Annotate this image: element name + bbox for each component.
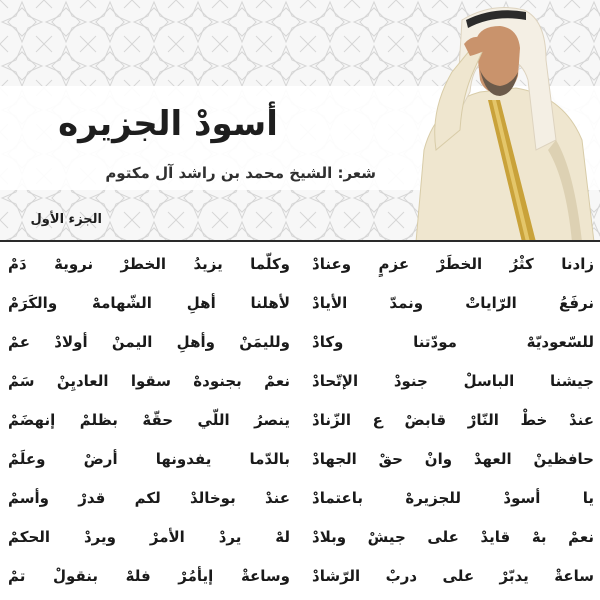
verse-row	[0, 287, 600, 327]
poem-body	[0, 248, 600, 600]
verse-first-hemistich: نرفَعُ الرّاياتْ ونمدّ الأيادْ	[312, 294, 594, 312]
verse-second-hemistich: نعمْ بجنودهْ سقوا العاديِنْ سَمْ	[8, 372, 290, 390]
poem-title: أسودْ الجزيره	[58, 104, 278, 144]
verse-row	[0, 560, 600, 600]
verse-second-hemistich: ولليمَنْ وأهلِ اليمنْ أولادْ عمْ	[8, 333, 290, 351]
verse-first-hemistich: ساعةْ يدبّرْ على دربْ الرّشادْ	[312, 567, 594, 585]
verse-first-hemistich: للسّعوديّهْ مودّتنا وكادْ	[312, 333, 594, 351]
verse-first-hemistich: جيشنا الباسلْ جنودْ الإتّحادْ	[312, 372, 594, 390]
verse-second-hemistich: ينصرُ اللّي حقّهْ بظلمْ إنهضَمْ	[8, 411, 290, 429]
verse-first-hemistich: عندْ خطْ النّارْ قابضْ ع الزّنادْ	[312, 411, 594, 429]
poet-credit: شعر: الشيخ محمد بن راشد آل مكتوم	[105, 164, 376, 182]
part-label: الجزء الأول	[30, 212, 102, 227]
verse-second-hemistich: وكلّما يزيدُ الخطرْ نرويهْ دَمْ	[8, 255, 290, 273]
verse-first-hemistich: حافظينْ العهدْ وانْ حقْ الجهادْ	[312, 450, 594, 468]
verse-second-hemistich: لهْ يردْ الأمرْ ويردْ الحكمْ	[8, 528, 290, 546]
verse-row	[0, 326, 600, 366]
saluting-man-portrait	[396, 0, 600, 242]
header-banner	[0, 0, 600, 242]
verse-row	[0, 404, 600, 444]
verse-row	[0, 248, 600, 288]
verse-row	[0, 443, 600, 483]
verse-second-hemistich: بالدّما يفدونها أرضْ وعلَمْ	[8, 450, 290, 468]
verse-first-hemistich: زادنا كثْرُ الخطَرْ عزمٍ وعنادْ	[312, 255, 594, 273]
verse-row	[0, 482, 600, 522]
header-divider	[0, 240, 600, 242]
verse-first-hemistich: نعمْ بهْ قايدْ على جيشْ وبلادْ	[312, 528, 594, 546]
verse-row	[0, 521, 600, 561]
verse-first-hemistich: يا أسودْ للجزيرهْ باعتمادْ	[312, 489, 594, 507]
verse-second-hemistich: لأهلنا أهلِ الشّهامهْ والكَرَمْ	[8, 294, 290, 312]
verse-second-hemistich: وساعةْ إيأمُرْ فلهْ بنقولْ تمْ	[8, 567, 290, 585]
verse-second-hemistich: عندْ بوخالدْ لكم قدرْ وأسمْ	[8, 489, 290, 507]
verse-row	[0, 365, 600, 405]
